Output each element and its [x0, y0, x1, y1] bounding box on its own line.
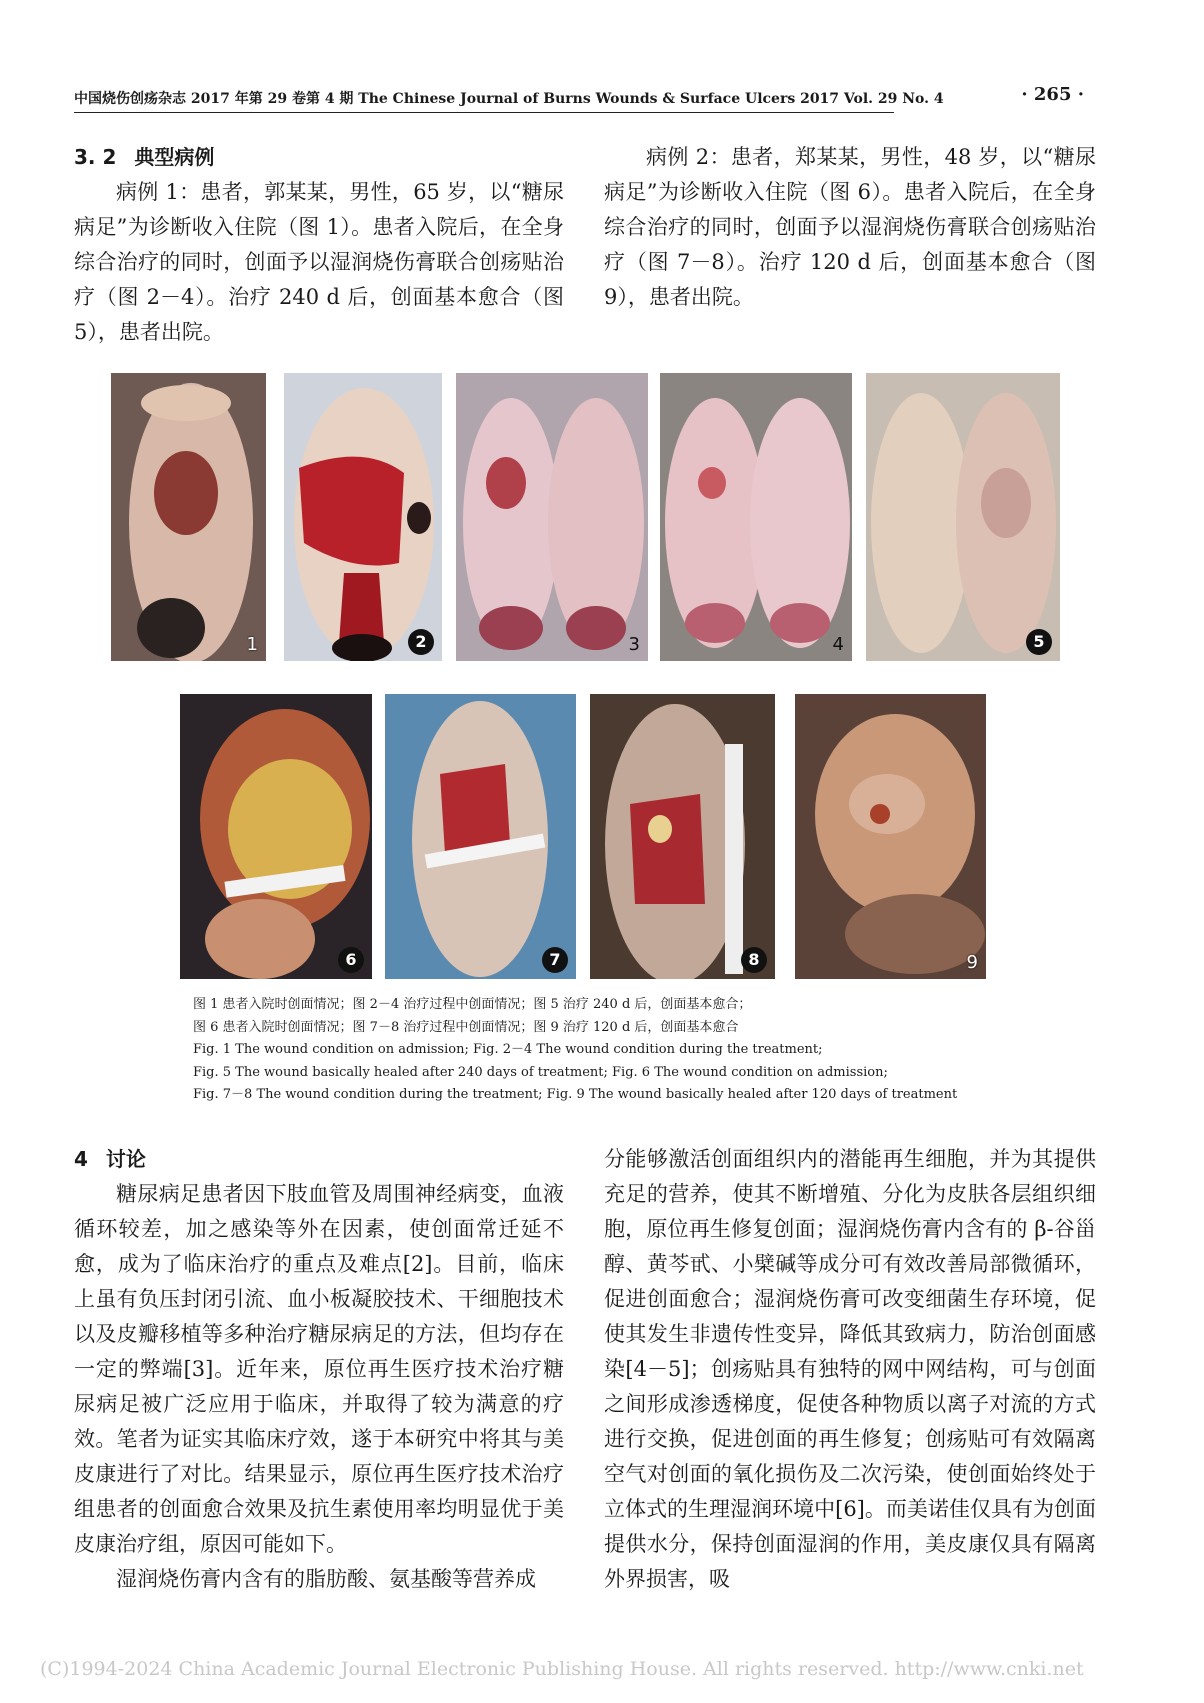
copyright-footer: (C)1994-2024 China Academic Journal Electronic Publishing House. All rights reserved. http://www.cnki.net: [40, 1658, 1084, 1680]
figure-label: 9: [966, 952, 978, 973]
figure-9-photo: [795, 694, 986, 979]
section-heading: [74, 140, 564, 175]
figure-label: 8: [741, 947, 767, 973]
discussion-paragraph-continued: 分能够激活创面组织内的潜能再生细胞，并为其提供充足的营养，使其不断增殖、分化为皮肤各层组织细胞，原位再生修复创面；湿润烧伤膏内含有的 β-谷甾醇、黄芩甙、小檗碱等成分可有效改善局部微循环，促进创面愈合；湿润烧伤膏可改变细菌生存环境，促使其发生非遗传性变异，降低其致病力，防治创面感染[4－5]；创疡贴具有独特的网中网结构，可与创面之间形成渗透梯度，促使各种物质以离子对流的方式进行交换，促进创面的再生修复；创疡贴可有效隔离空气对创面的氧化损伤及二次污染，使创面始终处于立体式的生理湿润环境中[6]。而美诺佳仅具有为创面提供水分，保持创面湿润的作用，美皮康仅具有隔离外界损害，吸: [604, 1147, 1096, 1591]
figure-4-photo: [660, 373, 852, 661]
figure-label: 4: [832, 634, 844, 655]
section-number: 3. 2: [74, 145, 117, 169]
page-number: · 265 ·: [1021, 84, 1084, 105]
figure-5-photo: [866, 373, 1060, 661]
figure-1-photo: [111, 373, 266, 661]
caption-line: Fig. 5 The wound basically healed after 240 days of treatment; Fig. 6 The wound condition on admission;: [193, 1064, 888, 1080]
figure-label: 6: [338, 947, 364, 973]
section-number: 4: [74, 1147, 88, 1171]
section-title-text: 典型病例: [134, 145, 215, 169]
left-column-bottom: [74, 1142, 564, 1597]
running-head-text: 中国烧伤创疡杂志 2017 年第 29 卷第 4 期 The Chinese Journal of Burns Wounds & Surface Ulcers 2017 Vol. 29 No. 4: [74, 91, 944, 107]
case-2-paragraph: 病例 2：患者，郑某某，男性，48 岁，以“糖尿病足”为诊断收入住院（图 6）。患者入院后，在全身综合治疗的同时，创面予以湿润烧伤膏联合创疡贴治疗（图 7－8）。治疗 120 d 后，创面基本愈合（图 9），患者出院。: [604, 145, 1096, 309]
running-header: [74, 84, 1084, 114]
figure-6-photo: [180, 694, 372, 979]
case-1-paragraph: 病例 1：患者，郭某某，男性，65 岁，以“糖尿病足”为诊断收入住院（图 1）。患者入院后，在全身综合治疗的同时，创面予以湿润烧伤膏联合创疡贴治疗（图 2－4）。治疗 240 d 后，创面基本愈合（图 5），患者出院。: [74, 180, 564, 344]
figure-3-photo: [456, 373, 648, 661]
figure-label: 2: [408, 629, 434, 655]
header-rule: [74, 112, 894, 113]
section-heading: [74, 1142, 564, 1177]
caption-line: Fig. 7－8 The wound condition during the treatment; Fig. 9 The wound basically healed after 120 days of treatment: [193, 1087, 958, 1102]
caption-line: 图 6 患者入院时创面情况；图 7－8 治疗过程中创面情况；图 9 治疗 120 d 后，创面基本愈合: [193, 1019, 739, 1035]
figure-label: 5: [1026, 629, 1052, 655]
right-column-bottom: [604, 1142, 1096, 1597]
left-column-top: [74, 140, 564, 350]
caption-line: Fig. 1 The wound condition on admission; Fig. 2－4 The wound condition during the treatment;: [193, 1042, 823, 1057]
discussion-paragraph: 糖尿病足患者因下肢血管及周围神经病变，血液循环较差，加之感染等外在因素，使创面常迁延不愈，成为了临床治疗的重点及难点[2]。目前，临床上虽有负压封闭引流、血小板凝胶技术、干细胞技术以及皮瓣移植等多种治疗糖尿病足的方法，但均存在一定的弊端[3]。近年来，原位再生医疗技术治疗糖尿病足被广泛应用于临床，并取得了较为满意的疗效。笔者为证实其临床疗效，遂于本研究中将其与美皮康进行了对比。结果显示，原位再生医疗技术治疗组患者的创面愈合效果及抗生素使用率均明显优于美皮康治疗组，原因可能如下。: [74, 1182, 564, 1556]
figure-caption: [193, 994, 1053, 1107]
figure-label: 3: [628, 634, 640, 655]
right-column-top: [604, 140, 1096, 315]
figure-label: 1: [246, 634, 258, 655]
section-title-text: 讨论: [105, 1147, 146, 1171]
figure-7-photo: [385, 694, 576, 979]
figure-2-photo: [284, 373, 442, 661]
caption-line: 图 1 患者入院时创面情况；图 2－4 治疗过程中创面情况；图 5 治疗 240 d 后，创面基本愈合；: [193, 997, 752, 1012]
figure-8-photo: [590, 694, 775, 979]
discussion-paragraph: 湿润烧伤膏内含有的脂肪酸、氨基酸等营养成: [116, 1567, 536, 1591]
figure-label: 7: [542, 947, 568, 973]
